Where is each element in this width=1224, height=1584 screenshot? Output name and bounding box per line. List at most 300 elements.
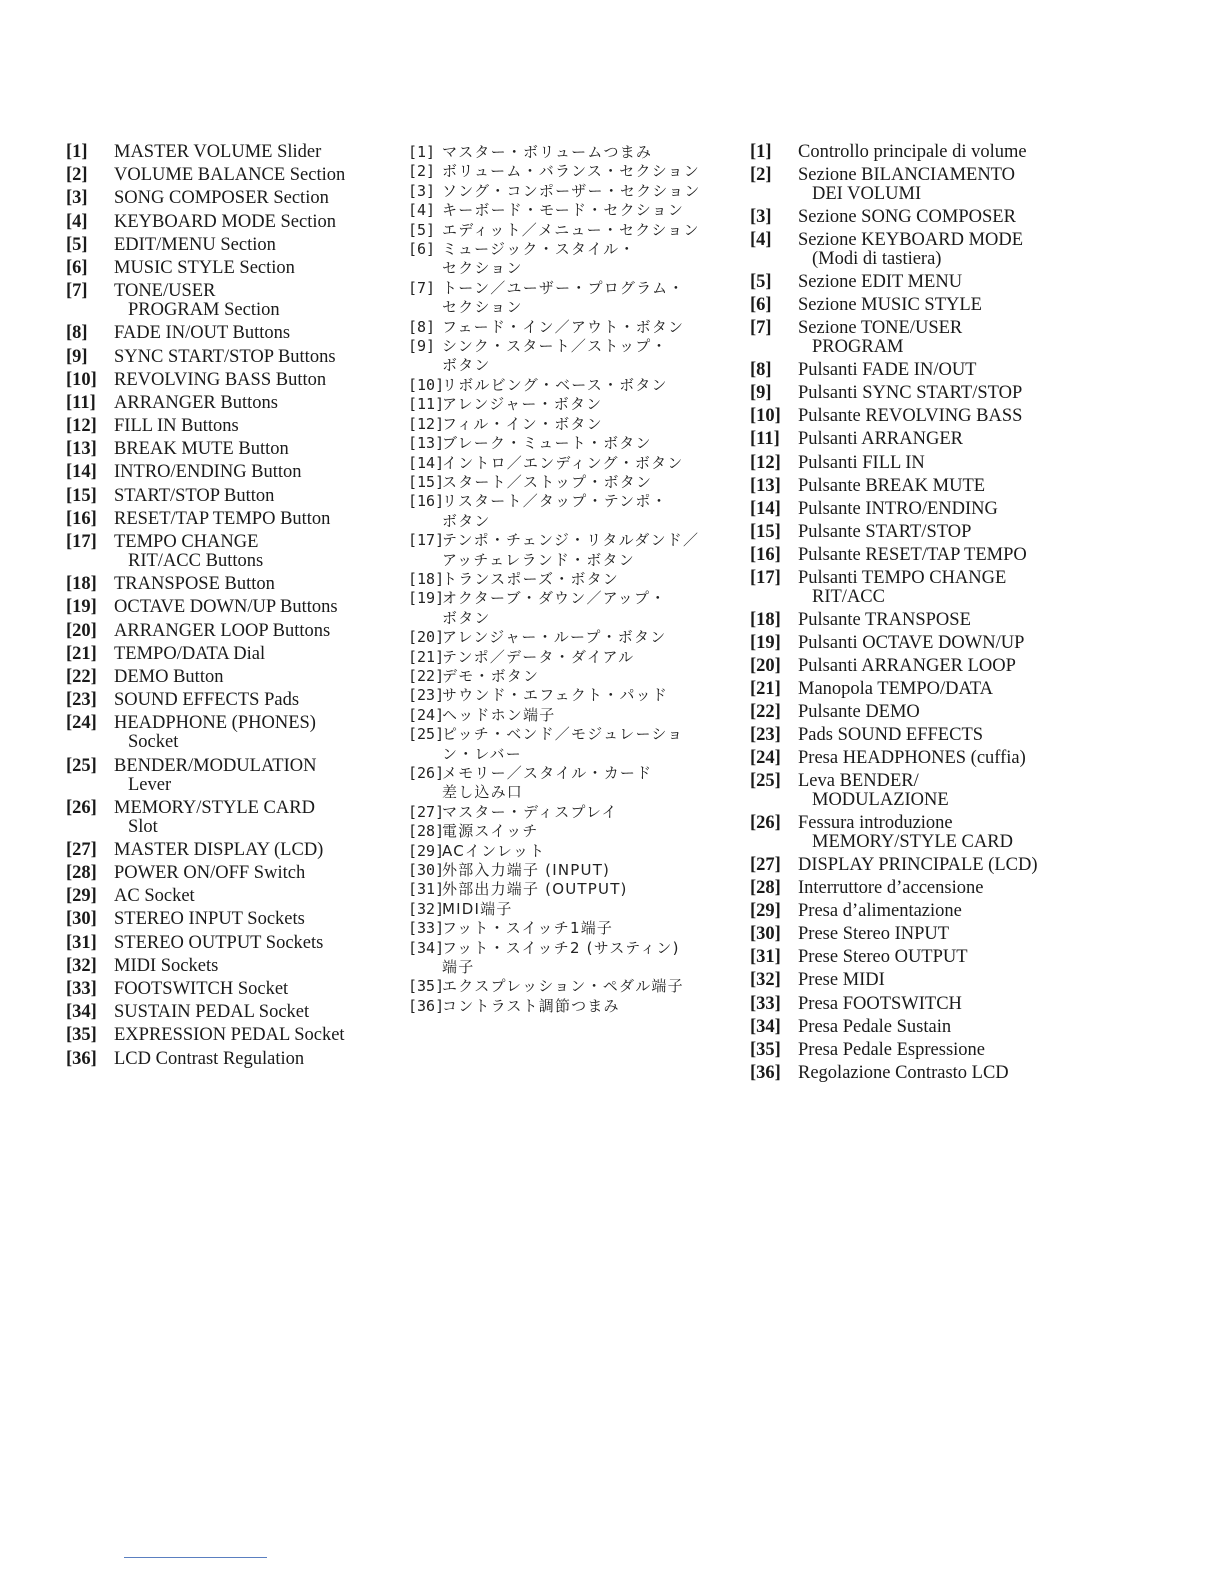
japanese-entry bbox=[408, 570, 738, 589]
entry-text bbox=[114, 487, 396, 506]
entry-label: Controllo principale di volume bbox=[798, 142, 1027, 162]
entry-label: ARRANGER Buttons bbox=[114, 392, 278, 413]
entry-label: Sezione TONE/USER bbox=[798, 318, 963, 339]
entry-text bbox=[114, 841, 396, 860]
entry-label: Sezione SONG COMPOSER bbox=[798, 207, 1016, 228]
entry-text bbox=[114, 440, 396, 459]
entry-text bbox=[442, 376, 738, 395]
entry-text bbox=[114, 980, 396, 999]
italian-entry bbox=[750, 208, 1210, 227]
entry-label: フット・スイッチ1端子 bbox=[442, 919, 614, 938]
english-entry bbox=[66, 668, 396, 687]
english-entry bbox=[66, 864, 396, 883]
japanese-entry bbox=[408, 337, 738, 376]
entry-text bbox=[442, 395, 738, 414]
entry-number: [31] bbox=[408, 880, 445, 899]
entry-label: KEYBOARD MODE Section bbox=[114, 211, 336, 232]
japanese-entry bbox=[408, 900, 738, 919]
entry-label: MIDI端子 bbox=[442, 899, 513, 918]
entry-number: [18] bbox=[408, 569, 445, 588]
english-entry bbox=[66, 282, 396, 320]
italian-entry bbox=[750, 546, 1210, 565]
entry-text bbox=[114, 143, 396, 162]
entry-label: Pulsanti OCTAVE DOWN/UP bbox=[798, 632, 1025, 653]
entry-label: LCD Contrast Regulation bbox=[114, 1048, 305, 1069]
entry-number: [26] bbox=[66, 797, 97, 818]
entry-text bbox=[114, 691, 396, 710]
entry-label: MUSIC STYLE Section bbox=[114, 257, 295, 278]
english-entry bbox=[66, 598, 396, 617]
entry-text bbox=[442, 725, 738, 764]
entry-label: Leva BENDER/ bbox=[798, 771, 919, 792]
entry-label: テンポ・チェンジ・リタルダンド／ bbox=[442, 531, 700, 550]
entry-label: SOUND EFFECTS Pads bbox=[114, 690, 300, 711]
english-entry bbox=[66, 934, 396, 953]
entry-label: DEMO Button bbox=[114, 666, 224, 687]
italian-entry bbox=[750, 407, 1210, 426]
entry-number: [28] bbox=[750, 878, 781, 899]
entry-label: マスター・ディスプレイ bbox=[442, 802, 618, 821]
english-entry bbox=[66, 417, 396, 436]
entry-number: [28] bbox=[66, 863, 97, 884]
entry-text bbox=[442, 473, 738, 492]
english-entry bbox=[66, 348, 396, 367]
entry-text bbox=[114, 887, 396, 906]
italian-entry bbox=[750, 477, 1210, 496]
english-entry bbox=[66, 957, 396, 976]
entry-text bbox=[442, 628, 738, 647]
english-entry bbox=[66, 645, 396, 664]
entry-number: [16] bbox=[66, 508, 97, 529]
entry-label-continuation: Lever bbox=[128, 774, 172, 795]
entry-label: Pulsanti ARRANGER LOOP bbox=[798, 655, 1016, 676]
entry-label: FADE IN/OUT Buttons bbox=[114, 323, 291, 344]
entry-label: Pulsante START/STOP bbox=[798, 521, 972, 542]
entry-label-continuation: 差し込み口 bbox=[442, 783, 524, 802]
entry-label: ヘッドホン端子 bbox=[442, 705, 556, 724]
entry-number: [1] bbox=[408, 143, 436, 161]
entry-number: [32] bbox=[408, 899, 445, 918]
entry-label: サウンド・エフェクト・パッド bbox=[442, 686, 669, 705]
entry-label-continuation: セクション bbox=[442, 259, 523, 278]
italian-entry bbox=[750, 143, 1210, 162]
entry-label: Presa Pedale Sustain bbox=[798, 1016, 952, 1037]
italian-entry bbox=[750, 948, 1210, 967]
entry-text bbox=[114, 394, 396, 413]
japanese-parts-list bbox=[408, 143, 738, 1016]
italian-entry bbox=[750, 611, 1210, 630]
entry-number: [27] bbox=[66, 839, 97, 860]
entry-label-continuation: ボタン bbox=[442, 511, 491, 530]
entry-text bbox=[442, 589, 738, 628]
english-entry bbox=[66, 910, 396, 929]
entry-label-continuation: (Modi di tastiera) bbox=[812, 249, 942, 270]
entry-text bbox=[114, 417, 396, 436]
entry-label: BENDER/MODULATION bbox=[114, 755, 317, 776]
entry-number: [1] bbox=[66, 142, 88, 162]
entry-text bbox=[442, 648, 738, 667]
entry-text bbox=[114, 757, 396, 795]
japanese-entry bbox=[408, 861, 738, 880]
english-parts-list bbox=[66, 143, 396, 1073]
entry-number: [23] bbox=[66, 690, 97, 711]
entry-text bbox=[442, 337, 738, 376]
entry-number: [5] bbox=[750, 272, 772, 293]
entry-number: [27] bbox=[408, 802, 445, 821]
entry-label: SONG COMPOSER Section bbox=[114, 188, 329, 209]
entry-number: [17] bbox=[750, 567, 781, 588]
entry-label: ソング・コンポーザー・セクション bbox=[442, 181, 701, 200]
italian-entry bbox=[750, 1018, 1210, 1037]
entry-label-continuation: DEI VOLUMI bbox=[812, 184, 922, 205]
entry-label-continuation: 端子 bbox=[442, 958, 475, 977]
entry-text bbox=[798, 879, 1210, 898]
entry-text bbox=[442, 764, 738, 803]
entry-label: 電源スイッチ bbox=[442, 822, 539, 841]
entry-text bbox=[798, 319, 1210, 357]
japanese-entry bbox=[408, 221, 738, 240]
entry-label-continuation: PROGRAM Section bbox=[128, 300, 280, 321]
japanese-entry bbox=[408, 764, 738, 803]
entry-text bbox=[798, 361, 1210, 380]
entry-text bbox=[798, 634, 1210, 653]
entry-number: [29] bbox=[66, 886, 97, 907]
entry-label: Pulsante REVOLVING BASS bbox=[798, 406, 1023, 427]
entry-text bbox=[798, 1018, 1210, 1037]
entry-label: デモ・ボタン bbox=[442, 666, 540, 685]
entry-number: [9] bbox=[408, 337, 436, 356]
entry-text bbox=[442, 822, 738, 841]
entry-number: [3] bbox=[408, 181, 436, 200]
entry-label: VOLUME BALANCE Section bbox=[114, 165, 346, 186]
entry-text bbox=[442, 667, 738, 686]
entry-text bbox=[114, 189, 396, 208]
japanese-entry bbox=[408, 648, 738, 667]
italian-entry bbox=[750, 1041, 1210, 1060]
entry-text bbox=[798, 384, 1210, 403]
entry-text bbox=[114, 668, 396, 687]
entry-text bbox=[114, 213, 396, 232]
japanese-entry bbox=[408, 880, 738, 899]
entry-number: [36] bbox=[408, 996, 445, 1015]
entry-label: Pulsante TRANSPOSE bbox=[798, 609, 971, 630]
italian-entry bbox=[750, 361, 1210, 380]
entry-label: スタート／ストップ・ボタン bbox=[442, 472, 653, 491]
entry-label: テンポ／データ・ダイアル bbox=[442, 647, 635, 666]
entry-text bbox=[798, 772, 1210, 810]
entry-number: [20] bbox=[408, 628, 445, 647]
japanese-entry bbox=[408, 939, 738, 978]
entry-number: [2] bbox=[408, 162, 436, 181]
japanese-entry bbox=[408, 376, 738, 395]
entry-number: [10] bbox=[408, 375, 445, 394]
japanese-entry bbox=[408, 492, 738, 531]
entry-number: [33] bbox=[408, 919, 445, 938]
entry-label: FILL IN Buttons bbox=[114, 416, 239, 437]
entry-label: TONE/USER bbox=[114, 281, 216, 302]
entry-label: POWER ON/OFF Switch bbox=[114, 863, 306, 884]
entry-number: [15] bbox=[66, 485, 97, 506]
entry-text bbox=[798, 925, 1210, 944]
entry-number: [32] bbox=[750, 970, 781, 991]
japanese-entry bbox=[408, 686, 738, 705]
english-entry bbox=[66, 757, 396, 795]
entry-label: Sezione KEYBOARD MODE bbox=[798, 230, 1024, 251]
entry-number: [25] bbox=[66, 755, 97, 776]
entry-number: [30] bbox=[408, 861, 445, 880]
italian-parts-list bbox=[750, 143, 1210, 1087]
entry-label-continuation: MODULAZIONE bbox=[812, 790, 949, 811]
entry-number: [11] bbox=[750, 429, 780, 450]
english-entry bbox=[66, 575, 396, 594]
entry-text bbox=[442, 939, 738, 978]
entry-label: Pulsanti SYNC START/STOP bbox=[798, 383, 1023, 404]
entry-label: リボルビング・ベース・ボタン bbox=[442, 375, 668, 394]
entry-label: Pulsanti ARRANGER bbox=[798, 429, 963, 450]
entry-number: [19] bbox=[408, 589, 445, 608]
entry-number: [26] bbox=[408, 764, 445, 782]
japanese-entry bbox=[408, 977, 738, 996]
entry-number: [4] bbox=[750, 230, 772, 251]
entry-label: Pulsanti TEMPO CHANGE bbox=[798, 567, 1007, 588]
entry-text bbox=[114, 934, 396, 953]
entry-number: [4] bbox=[408, 201, 436, 220]
entry-label: リスタート／タップ・テンポ・ bbox=[442, 492, 668, 511]
entry-text bbox=[114, 348, 396, 367]
entry-label: 外部入力端子 (INPUT) bbox=[442, 861, 611, 880]
entry-text bbox=[114, 533, 396, 571]
english-entry bbox=[66, 487, 396, 506]
entry-text bbox=[114, 236, 396, 255]
entry-text bbox=[798, 273, 1210, 292]
entry-number: [29] bbox=[750, 901, 781, 922]
entry-text bbox=[114, 598, 396, 617]
entry-number: [29] bbox=[408, 841, 445, 860]
entry-number: [2] bbox=[66, 165, 88, 186]
entry-label: Presa FOOTSWITCH bbox=[798, 993, 962, 1014]
entry-text bbox=[114, 910, 396, 929]
entry-number: [36] bbox=[750, 1062, 781, 1083]
entry-number: [32] bbox=[66, 955, 97, 976]
entry-number: [14] bbox=[750, 498, 781, 519]
entry-label: Sezione MUSIC STYLE bbox=[798, 295, 982, 316]
italian-entry bbox=[750, 454, 1210, 473]
entry-text bbox=[442, 706, 738, 725]
entry-text bbox=[442, 919, 738, 938]
japanese-entry bbox=[408, 201, 738, 220]
japanese-entry bbox=[408, 628, 738, 647]
entry-label: SUSTAIN PEDAL Socket bbox=[114, 1002, 310, 1023]
entry-number: [11] bbox=[66, 392, 96, 413]
entry-label: TEMPO/DATA Dial bbox=[114, 643, 266, 664]
entry-number: [22] bbox=[66, 666, 97, 687]
entry-number: [7] bbox=[750, 318, 772, 339]
italian-entry bbox=[750, 500, 1210, 519]
entry-label: エディット／メニュー・セクション bbox=[442, 220, 700, 239]
entry-label: Pulsante BREAK MUTE bbox=[798, 475, 986, 496]
english-entry bbox=[66, 622, 396, 641]
entry-number: [2] bbox=[750, 165, 772, 186]
entry-text bbox=[442, 240, 738, 279]
entry-text bbox=[114, 510, 396, 529]
japanese-entry bbox=[408, 395, 738, 414]
entry-number: [10] bbox=[66, 369, 97, 390]
entry-label: INTRO/ENDING Button bbox=[114, 462, 302, 483]
japanese-entry bbox=[408, 842, 738, 861]
english-entry bbox=[66, 841, 396, 860]
entry-label: START/STOP Button bbox=[114, 485, 275, 506]
entry-text bbox=[798, 231, 1210, 269]
entry-text bbox=[114, 371, 396, 390]
entry-text bbox=[798, 703, 1210, 722]
entry-label: オクターブ・ダウン／アップ・ bbox=[442, 589, 667, 608]
entry-number: [9] bbox=[66, 346, 88, 367]
italian-entry bbox=[750, 856, 1210, 875]
entry-label-continuation: PROGRAM bbox=[812, 337, 904, 358]
english-entry bbox=[66, 143, 396, 162]
entry-number: [36] bbox=[66, 1048, 97, 1069]
entry-number: [31] bbox=[66, 932, 97, 953]
entry-label: MASTER VOLUME Slider bbox=[114, 142, 322, 162]
italian-entry bbox=[750, 569, 1210, 607]
entry-number: [21] bbox=[750, 678, 781, 699]
japanese-entry bbox=[408, 997, 738, 1016]
entry-number: [35] bbox=[408, 977, 445, 996]
entry-text bbox=[442, 143, 738, 162]
entry-number: [22] bbox=[408, 666, 445, 685]
italian-entry bbox=[750, 879, 1210, 898]
entry-text bbox=[798, 611, 1210, 630]
entry-text bbox=[798, 208, 1210, 227]
entry-text bbox=[798, 477, 1210, 496]
entry-text bbox=[798, 680, 1210, 699]
entry-label: イントロ／エンディング・ボタン bbox=[442, 453, 684, 472]
entry-number: [22] bbox=[750, 701, 781, 722]
italian-entry bbox=[750, 273, 1210, 292]
japanese-entry bbox=[408, 706, 738, 725]
entry-number: [24] bbox=[408, 705, 445, 724]
japanese-entry bbox=[408, 919, 738, 938]
japanese-entry bbox=[408, 318, 738, 337]
entry-label: ACインレット bbox=[442, 841, 546, 860]
english-entry bbox=[66, 440, 396, 459]
entry-label: トーン／ユーザー・プログラム・ bbox=[442, 278, 685, 297]
entry-label: ミュージック・スタイル・ bbox=[442, 240, 636, 259]
entry-number: [6] bbox=[66, 257, 88, 278]
entry-number: [30] bbox=[66, 909, 97, 930]
english-entry bbox=[66, 533, 396, 571]
italian-entry bbox=[750, 523, 1210, 542]
entry-label: Regolazione Contrasto LCD bbox=[798, 1062, 1009, 1083]
entry-number: [12] bbox=[750, 452, 781, 473]
entry-label-continuation: Slot bbox=[128, 816, 158, 837]
english-entry bbox=[66, 166, 396, 185]
entry-label: Presa d’alimentazione bbox=[798, 901, 962, 922]
entry-number: [12] bbox=[408, 414, 445, 433]
japanese-entry bbox=[408, 454, 738, 473]
entry-label: SYNC START/STOP Buttons bbox=[114, 346, 336, 367]
entry-label: MASTER DISPLAY (LCD) bbox=[114, 839, 324, 860]
english-entry bbox=[66, 887, 396, 906]
entry-text bbox=[442, 531, 738, 570]
entry-label: Presa HEADPHONES (cuffia) bbox=[798, 748, 1026, 769]
english-entry bbox=[66, 324, 396, 343]
entry-label: REVOLVING BASS Button bbox=[114, 369, 327, 390]
entry-label-continuation: ボタン bbox=[442, 356, 491, 375]
entry-label-continuation: セクション bbox=[442, 298, 523, 317]
entry-number: [6] bbox=[408, 240, 436, 259]
entry-label: Sezione EDIT MENU bbox=[798, 272, 963, 293]
entry-label: Fessura introduzione bbox=[798, 813, 953, 834]
entry-text bbox=[442, 415, 738, 434]
entry-label: RESET/TAP TEMPO Button bbox=[114, 508, 331, 529]
entry-number: [19] bbox=[750, 632, 781, 653]
italian-entry bbox=[750, 772, 1210, 810]
entry-number: [3] bbox=[750, 207, 772, 228]
entry-label: Prese MIDI bbox=[798, 970, 885, 991]
entry-number: [21] bbox=[66, 643, 97, 664]
japanese-entry bbox=[408, 143, 738, 162]
japanese-entry bbox=[408, 182, 738, 201]
entry-label: STEREO OUTPUT Sockets bbox=[114, 932, 324, 953]
entry-text bbox=[798, 995, 1210, 1014]
entry-text bbox=[442, 434, 738, 453]
entry-number: [23] bbox=[750, 725, 781, 746]
entry-number: [14] bbox=[66, 462, 97, 483]
japanese-entry bbox=[408, 725, 738, 764]
italian-entry bbox=[750, 657, 1210, 676]
entry-number: [33] bbox=[66, 979, 97, 999]
entry-label-continuation: RIT/ACC Buttons bbox=[128, 551, 264, 571]
entry-label: Pulsanti FADE IN/OUT bbox=[798, 360, 977, 381]
entry-number: [35] bbox=[750, 1039, 781, 1060]
entry-label: Sezione BILANCIAMENTO bbox=[798, 165, 1016, 186]
entry-label: Prese Stereo OUTPUT bbox=[798, 947, 968, 968]
entry-number: [33] bbox=[750, 993, 781, 1014]
entry-label: 外部出力端子 (OUTPUT) bbox=[442, 880, 628, 899]
entry-number: [34] bbox=[750, 1016, 781, 1037]
entry-number: [5] bbox=[408, 220, 436, 239]
japanese-entry bbox=[408, 531, 738, 570]
entry-text bbox=[442, 492, 738, 531]
entry-label: Presa Pedale Espressione bbox=[798, 1039, 986, 1060]
entry-label: Pads SOUND EFFECTS bbox=[798, 725, 984, 746]
entry-text bbox=[798, 454, 1210, 473]
entry-number: [24] bbox=[66, 713, 97, 734]
entry-label-continuation: MEMORY/STYLE CARD bbox=[812, 832, 1013, 853]
entry-text bbox=[442, 221, 738, 240]
italian-entry bbox=[750, 902, 1210, 921]
entry-number: [16] bbox=[408, 492, 445, 511]
entry-number: [14] bbox=[408, 453, 445, 472]
entry-label: フェード・イン／アウト・ボタン bbox=[442, 317, 685, 336]
entry-text bbox=[798, 569, 1210, 607]
entry-label: Pulsante DEMO bbox=[798, 701, 920, 722]
entry-number: [11] bbox=[408, 395, 445, 414]
japanese-entry bbox=[408, 473, 738, 492]
entry-text bbox=[798, 407, 1210, 426]
entry-label: トランスポーズ・ボタン bbox=[442, 569, 620, 588]
entry-text bbox=[798, 657, 1210, 676]
entry-text bbox=[798, 726, 1210, 745]
entry-label-continuation: アッチェレランド・ボタン bbox=[442, 550, 635, 569]
entry-text bbox=[114, 622, 396, 641]
entry-label: MEMORY/STYLE CARD bbox=[114, 797, 315, 818]
entry-number: [10] bbox=[750, 406, 781, 427]
entry-text bbox=[442, 803, 738, 822]
entry-text bbox=[442, 182, 738, 201]
entry-text bbox=[798, 948, 1210, 967]
